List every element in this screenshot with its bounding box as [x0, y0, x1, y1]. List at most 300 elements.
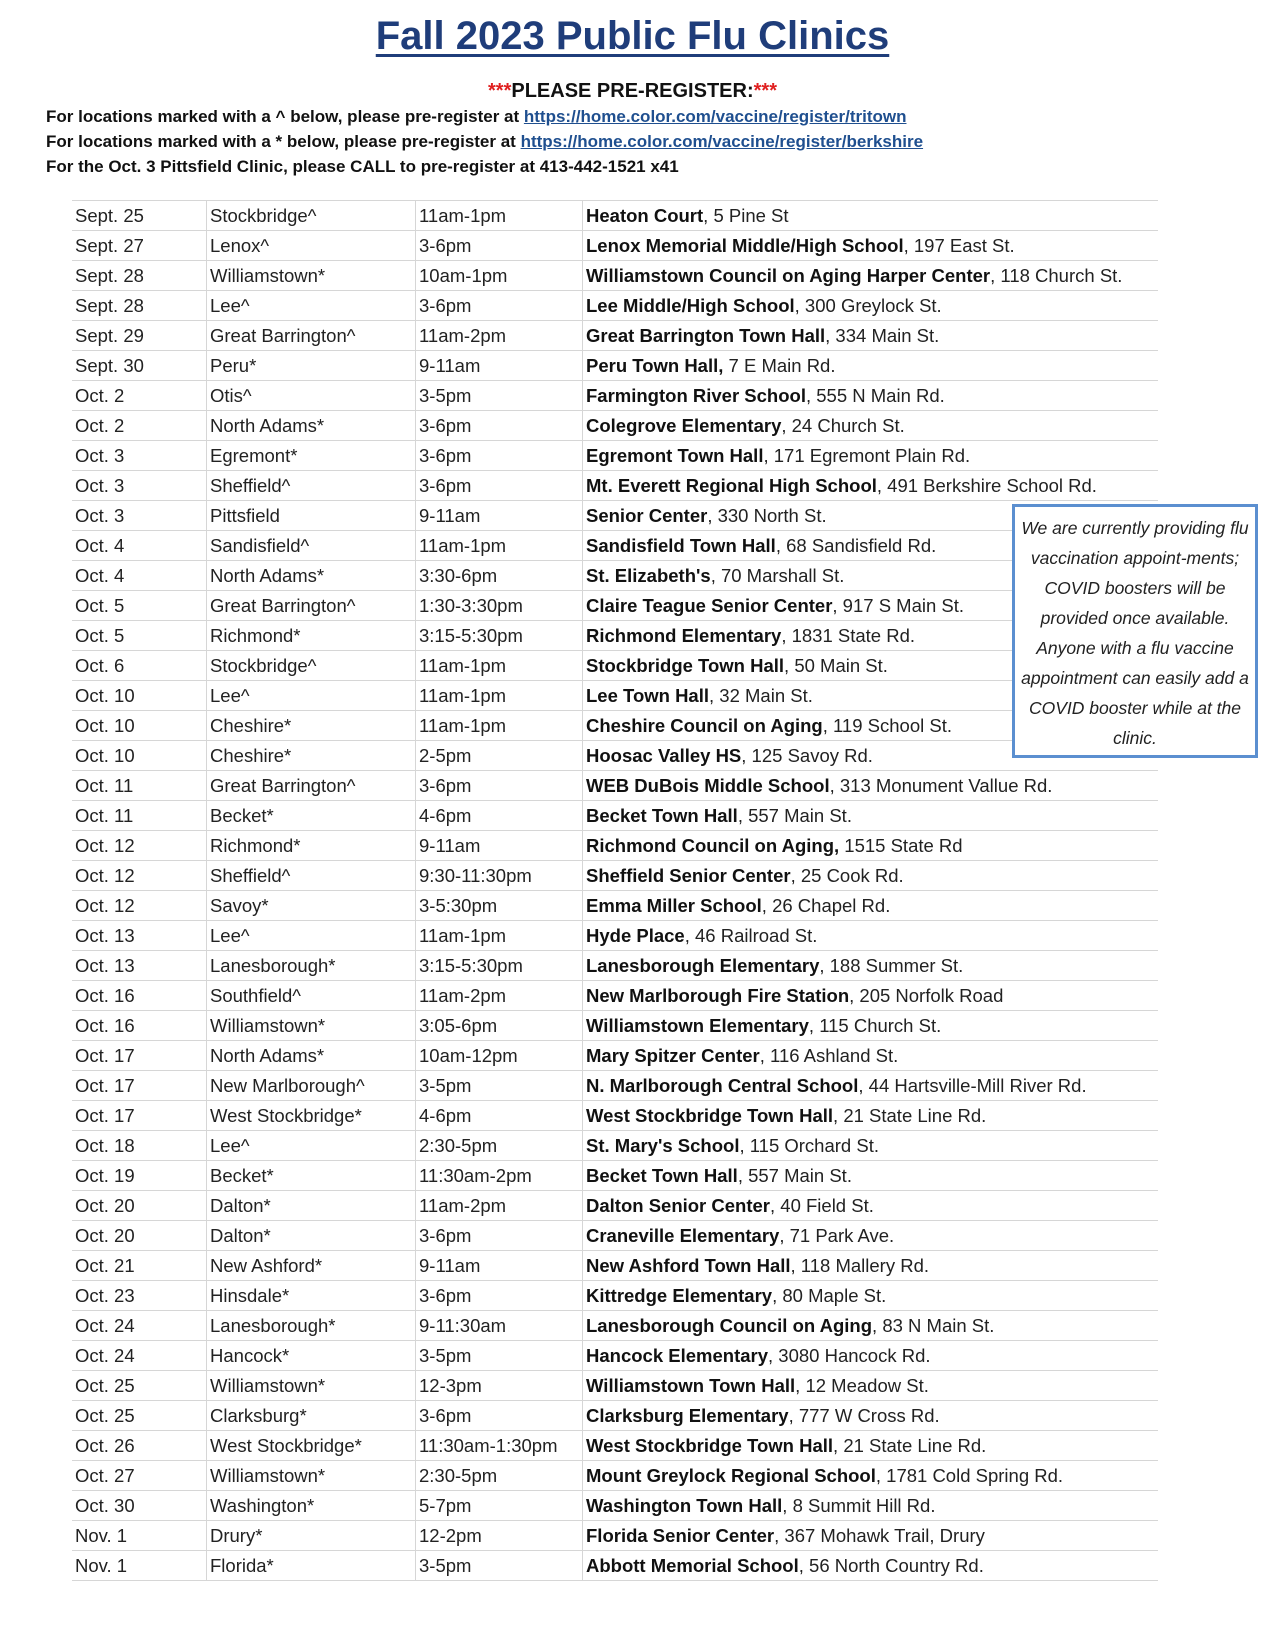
- town-cell: Becket*: [207, 801, 416, 831]
- date-cell: Oct. 27: [72, 1461, 207, 1491]
- time-cell: 1:30-3:30pm: [416, 591, 583, 621]
- location-cell: [583, 1431, 1159, 1461]
- town-cell: Florida*: [207, 1551, 416, 1581]
- location-cell: [583, 771, 1159, 801]
- time-cell: 11am-1pm: [416, 921, 583, 951]
- town-cell: North Adams*: [207, 1041, 416, 1071]
- table-row: [72, 651, 1158, 681]
- town-cell: Savoy*: [207, 891, 416, 921]
- table-row: [72, 1491, 1158, 1521]
- time-cell: 3:15-5:30pm: [416, 621, 583, 651]
- location-cell: [583, 831, 1159, 861]
- location-cell: [583, 1491, 1159, 1521]
- town-cell: Dalton*: [207, 1221, 416, 1251]
- venue-address: , 70 Marshall St.: [710, 564, 845, 586]
- date-cell: Oct. 5: [72, 621, 207, 651]
- town-cell: Lee^: [207, 681, 416, 711]
- venue-name: Williamstown Town Hall: [586, 1374, 796, 1396]
- town-cell: Sandisfield^: [207, 531, 416, 561]
- table-row: [72, 711, 1158, 741]
- town-cell: Williamstown*: [207, 261, 416, 291]
- time-cell: 3-6pm: [416, 1221, 583, 1251]
- table-row: [72, 1461, 1158, 1491]
- date-cell: Oct. 11: [72, 801, 207, 831]
- location-cell: [583, 321, 1159, 351]
- table-row: [72, 1401, 1158, 1431]
- table-row: [72, 531, 1158, 561]
- date-cell: Sept. 28: [72, 261, 207, 291]
- instruction-berkshire: For locations marked with a * below, please pre-register at https://home.color.com/vaccine/register/berkshire: [46, 132, 924, 151]
- venue-name: Becket Town Hall: [586, 1164, 738, 1186]
- date-cell: Oct. 21: [72, 1251, 207, 1281]
- page-title: Fall 2023 Public Flu Clinics: [375, 14, 890, 58]
- instruction-pittsfield: For the Oct. 3 Pittsfield Clinic, please CALL to pre-register at 413-442-1521 x41: [46, 157, 679, 176]
- time-cell: 11am-1pm: [416, 681, 583, 711]
- table-row: [72, 831, 1158, 861]
- date-cell: Oct. 4: [72, 561, 207, 591]
- date-cell: Oct. 11: [72, 771, 207, 801]
- venue-name: West Stockbridge Town Hall: [586, 1104, 834, 1126]
- location-cell: [583, 1101, 1159, 1131]
- time-cell: 3-5:30pm: [416, 891, 583, 921]
- date-cell: Sept. 29: [72, 321, 207, 351]
- table-row: [72, 681, 1158, 711]
- venue-address: , 118 Mallery Rd.: [790, 1254, 929, 1276]
- town-cell: Hancock*: [207, 1341, 416, 1371]
- venue-address: , 777 W Cross Rd.: [788, 1404, 940, 1426]
- town-cell: Hinsdale*: [207, 1281, 416, 1311]
- town-cell: Otis^: [207, 381, 416, 411]
- date-cell: Oct. 12: [72, 891, 207, 921]
- time-cell: 2-5pm: [416, 741, 583, 771]
- table-row: [72, 1311, 1158, 1341]
- town-cell: Lee^: [207, 1131, 416, 1161]
- town-cell: Great Barrington^: [207, 771, 416, 801]
- time-cell: 3-6pm: [416, 231, 583, 261]
- venue-name: Senior Center: [586, 504, 708, 526]
- town-cell: Great Barrington^: [207, 321, 416, 351]
- venue-name: Cheshire Council on Aging: [586, 714, 823, 736]
- venue-name: Mount Greylock Regional School: [586, 1464, 876, 1486]
- table-row: [72, 261, 1158, 291]
- venue-name: Sheffield Senior Center: [586, 864, 791, 886]
- venue-address: , 917 S Main St.: [832, 594, 965, 616]
- venue-name: Emma Miller School: [586, 894, 762, 916]
- time-cell: 3-6pm: [416, 1401, 583, 1431]
- time-cell: 3:30-6pm: [416, 561, 583, 591]
- location-cell: [583, 291, 1159, 321]
- table-row: [72, 1101, 1158, 1131]
- table-row: [72, 291, 1158, 321]
- venue-address: , 50 Main St.: [784, 654, 888, 676]
- date-cell: Oct. 26: [72, 1431, 207, 1461]
- location-cell: [583, 1161, 1159, 1191]
- time-cell: 5-7pm: [416, 1491, 583, 1521]
- date-cell: Sept. 25: [72, 201, 207, 231]
- venue-address: , 25 Cook Rd.: [790, 864, 904, 886]
- venue-address: , 119 School St.: [822, 714, 952, 736]
- venue-name: Stockbridge Town Hall: [586, 654, 785, 676]
- town-cell: Becket*: [207, 1161, 416, 1191]
- venue-address: , 555 N Main Rd.: [805, 384, 945, 406]
- venue-address: , 12 Meadow St.: [795, 1374, 929, 1396]
- location-cell: [583, 231, 1159, 261]
- town-cell: New Marlborough^: [207, 1071, 416, 1101]
- venue-name: Lee Town Hall: [586, 684, 710, 706]
- time-cell: 3-5pm: [416, 381, 583, 411]
- time-cell: 4-6pm: [416, 1101, 583, 1131]
- venue-name: Claire Teague Senior Center: [586, 594, 833, 616]
- table-row: [72, 231, 1158, 261]
- table-row: [72, 801, 1158, 831]
- town-cell: Stockbridge^: [207, 201, 416, 231]
- table-row: [72, 591, 1158, 621]
- table-row: [72, 1341, 1158, 1371]
- date-cell: Oct. 12: [72, 831, 207, 861]
- town-cell: Clarksburg*: [207, 1401, 416, 1431]
- location-cell: [583, 861, 1159, 891]
- date-cell: Oct. 10: [72, 711, 207, 741]
- location-cell: [583, 471, 1159, 501]
- location-cell: [583, 1131, 1159, 1161]
- table-row: [72, 1131, 1158, 1161]
- table-row: [72, 441, 1158, 471]
- time-cell: 9-11:30am: [416, 1311, 583, 1341]
- time-cell: 11am-2pm: [416, 1191, 583, 1221]
- venue-address: , 1831 State Rd.: [781, 624, 916, 646]
- time-cell: 4-6pm: [416, 801, 583, 831]
- location-cell: [583, 1461, 1159, 1491]
- town-cell: New Ashford*: [207, 1251, 416, 1281]
- time-cell: 12-3pm: [416, 1371, 583, 1401]
- date-cell: Nov. 1: [72, 1551, 207, 1581]
- location-cell: [583, 1281, 1159, 1311]
- town-cell: Lee^: [207, 921, 416, 951]
- venue-name: Colegrove Elementary: [586, 414, 782, 436]
- town-cell: Pittsfield: [207, 501, 416, 531]
- venue-name: Abbott Memorial School: [586, 1554, 799, 1576]
- date-cell: Oct. 24: [72, 1341, 207, 1371]
- table-row: [72, 1551, 1158, 1581]
- table-row: [72, 351, 1158, 381]
- table-row: [72, 861, 1158, 891]
- asterisks-right: ***: [753, 80, 777, 102]
- location-cell: [583, 1221, 1159, 1251]
- venue-address: , 367 Mohawk Trail, Drury: [774, 1524, 985, 1546]
- town-cell: Richmond*: [207, 831, 416, 861]
- time-cell: 3-6pm: [416, 441, 583, 471]
- clinic-schedule-table: [72, 200, 1158, 1581]
- town-cell: Williamstown*: [207, 1011, 416, 1041]
- venue-address: , 32 Main St.: [709, 684, 813, 706]
- venue-address: , 115 Orchard St.: [739, 1134, 879, 1156]
- date-cell: Oct. 4: [72, 531, 207, 561]
- time-cell: 3-6pm: [416, 291, 583, 321]
- date-cell: Nov. 1: [72, 1521, 207, 1551]
- instruction-tritown: For locations marked with a ^ below, please pre-register at https://home.color.com/vaccine/register/tritown: [46, 107, 907, 126]
- date-cell: Sept. 27: [72, 231, 207, 261]
- table-row: [72, 1431, 1158, 1461]
- location-cell: [583, 261, 1159, 291]
- location-cell: [583, 1551, 1159, 1581]
- date-cell: Oct. 13: [72, 951, 207, 981]
- time-cell: 3-6pm: [416, 471, 583, 501]
- location-cell: [583, 891, 1159, 921]
- venue-address: , 3080 Hancock Rd.: [768, 1344, 931, 1366]
- town-cell: Lee^: [207, 291, 416, 321]
- location-cell: [583, 1251, 1159, 1281]
- time-cell: 9-11am: [416, 351, 583, 381]
- venue-name: Kittredge Elementary: [586, 1284, 773, 1306]
- date-cell: Oct. 10: [72, 681, 207, 711]
- date-cell: Oct. 19: [72, 1161, 207, 1191]
- town-cell: Egremont*: [207, 441, 416, 471]
- table-row: [72, 321, 1158, 351]
- tritown-register-link[interactable]: https://home.color.com/vaccine/register/tritown: [523, 107, 907, 126]
- table-row: [72, 771, 1158, 801]
- date-cell: Oct. 24: [72, 1311, 207, 1341]
- location-cell: [583, 441, 1159, 471]
- time-cell: 3-5pm: [416, 1341, 583, 1371]
- date-cell: Oct. 16: [72, 981, 207, 1011]
- table-row: [72, 501, 1158, 531]
- time-cell: 11:30am-1:30pm: [416, 1431, 583, 1461]
- time-cell: 10am-1pm: [416, 261, 583, 291]
- venue-name: Richmond Elementary: [586, 624, 782, 646]
- time-cell: 3-5pm: [416, 1071, 583, 1101]
- table-row: [72, 1281, 1158, 1311]
- venue-name: Sandisfield Town Hall: [586, 534, 776, 556]
- town-cell: Drury*: [207, 1521, 416, 1551]
- venue-address: , 71 Park Ave.: [779, 1224, 895, 1246]
- date-cell: Oct. 17: [72, 1071, 207, 1101]
- town-cell: Cheshire*: [207, 741, 416, 771]
- location-cell: [583, 951, 1159, 981]
- location-cell: [583, 801, 1159, 831]
- location-cell: [583, 921, 1159, 951]
- venue-name: Lee Middle/High School: [586, 294, 795, 316]
- preregister-label: PLEASE PRE-REGISTER:: [511, 80, 754, 102]
- date-cell: Oct. 20: [72, 1221, 207, 1251]
- time-cell: 3-5pm: [416, 1551, 583, 1581]
- table-row: [72, 1221, 1158, 1251]
- time-cell: 2:30-5pm: [416, 1461, 583, 1491]
- date-cell: Oct. 25: [72, 1371, 207, 1401]
- date-cell: Oct. 2: [72, 411, 207, 441]
- venue-name: Hancock Elementary: [586, 1344, 769, 1366]
- asterisks-left: ***: [488, 80, 512, 102]
- time-cell: 9-11am: [416, 501, 583, 531]
- venue-name: St. Mary's School: [586, 1134, 740, 1156]
- date-cell: Oct. 2: [72, 381, 207, 411]
- venue-address: , 21 State Line Rd.: [833, 1104, 987, 1126]
- berkshire-register-link[interactable]: https://home.color.com/vaccine/register/berkshire: [520, 132, 924, 151]
- venue-name: Becket Town Hall: [586, 804, 738, 826]
- time-cell: 9:30-11:30pm: [416, 861, 583, 891]
- venue-name: Egremont Town Hall: [586, 444, 764, 466]
- venue-address: , 557 Main St.: [737, 804, 852, 826]
- table-row: [72, 1011, 1158, 1041]
- time-cell: 11:30am-2pm: [416, 1161, 583, 1191]
- venue-name: Lanesborough Council on Aging: [586, 1314, 873, 1336]
- date-cell: Oct. 20: [72, 1191, 207, 1221]
- table-row: [72, 621, 1158, 651]
- time-cell: 10am-12pm: [416, 1041, 583, 1071]
- table-row: [72, 1191, 1158, 1221]
- table-row: [72, 951, 1158, 981]
- date-cell: Oct. 10: [72, 741, 207, 771]
- venue-name: Florida Senior Center: [586, 1524, 775, 1546]
- table-row: [72, 1251, 1158, 1281]
- time-cell: 9-11am: [416, 1251, 583, 1281]
- town-cell: Lanesborough*: [207, 1311, 416, 1341]
- location-cell: [583, 411, 1159, 441]
- table-row: [72, 471, 1158, 501]
- time-cell: 3-6pm: [416, 1281, 583, 1311]
- venue-address: , 24 Church St.: [781, 414, 905, 436]
- table-row: [72, 1071, 1158, 1101]
- venue-address: , 21 State Line Rd.: [833, 1434, 987, 1456]
- time-cell: 3-6pm: [416, 411, 583, 441]
- venue-name: Heaton Court: [586, 204, 704, 226]
- venue-address: , 171 Egremont Plain Rd.: [763, 444, 971, 466]
- venue-address: , 300 Greylock St.: [794, 294, 942, 316]
- venue-address: , 80 Maple St.: [772, 1284, 887, 1306]
- venue-name: WEB DuBois Middle School: [586, 774, 830, 796]
- venue-address: 7 E Main Rd.: [723, 354, 836, 376]
- town-cell: Williamstown*: [207, 1371, 416, 1401]
- table-row: [72, 981, 1158, 1011]
- venue-name: New Ashford Town Hall: [586, 1254, 791, 1276]
- preregister-heading: [0, 80, 1265, 103]
- venue-address: , 5 Pine St: [703, 204, 789, 226]
- time-cell: 11am-2pm: [416, 321, 583, 351]
- location-cell: [583, 1041, 1159, 1071]
- town-cell: Sheffield^: [207, 861, 416, 891]
- date-cell: Oct. 17: [72, 1041, 207, 1071]
- date-cell: Oct. 12: [72, 861, 207, 891]
- venue-address: , 8 Summit Hill Rd.: [782, 1494, 936, 1516]
- venue-name: Hyde Place: [586, 924, 685, 946]
- time-cell: 3:05-6pm: [416, 1011, 583, 1041]
- venue-name: New Marlborough Fire Station: [586, 984, 850, 1006]
- town-cell: Lenox^: [207, 231, 416, 261]
- table-row: [72, 201, 1158, 231]
- venue-name: N. Marlborough Central School: [586, 1074, 859, 1096]
- location-cell: [583, 381, 1159, 411]
- table-row: [72, 891, 1158, 921]
- date-cell: Sept. 30: [72, 351, 207, 381]
- venue-address: , 1781 Cold Spring Rd.: [875, 1464, 1064, 1486]
- venue-address: , 44 Hartsville-Mill River Rd.: [858, 1074, 1087, 1096]
- table-row: [72, 921, 1158, 951]
- town-cell: Richmond*: [207, 621, 416, 651]
- town-cell: Sheffield^: [207, 471, 416, 501]
- time-cell: 11am-1pm: [416, 651, 583, 681]
- clinic-schedule-body: [72, 201, 1158, 1581]
- venue-address: , 116 Ashland St.: [759, 1044, 899, 1066]
- date-cell: Oct. 5: [72, 591, 207, 621]
- location-cell: [583, 1191, 1159, 1221]
- venue-address: , 330 North St.: [707, 504, 827, 526]
- venue-address: , 83 N Main St.: [872, 1314, 995, 1336]
- venue-name: Clarksburg Elementary: [586, 1404, 789, 1426]
- table-row: [72, 561, 1158, 591]
- venue-address: , 68 Sandisfield Rd.: [775, 534, 937, 556]
- town-cell: Stockbridge^: [207, 651, 416, 681]
- table-row: [72, 1371, 1158, 1401]
- venue-name: Dalton Senior Center: [586, 1194, 770, 1216]
- venue-address: , 491 Berkshire School Rd.: [876, 474, 1097, 496]
- venue-name: Farmington River School: [586, 384, 806, 406]
- town-cell: Cheshire*: [207, 711, 416, 741]
- time-cell: 2:30-5pm: [416, 1131, 583, 1161]
- date-cell: Oct. 3: [72, 501, 207, 531]
- town-cell: North Adams*: [207, 411, 416, 441]
- venue-address: , 26 Chapel Rd.: [761, 894, 891, 916]
- time-cell: 12-2pm: [416, 1521, 583, 1551]
- location-cell: [583, 1371, 1159, 1401]
- venue-name: Peru Town Hall,: [586, 354, 724, 376]
- date-cell: Oct. 16: [72, 1011, 207, 1041]
- venue-name: Richmond Council on Aging,: [586, 834, 840, 856]
- venue-address: 1515 State Rd: [839, 834, 963, 856]
- venue-name: Great Barrington Town Hall: [586, 324, 826, 346]
- time-cell: 11am-2pm: [416, 981, 583, 1011]
- town-cell: Great Barrington^: [207, 591, 416, 621]
- location-cell: [583, 1011, 1159, 1041]
- venue-name: Williamstown Elementary: [586, 1014, 809, 1036]
- time-cell: 11am-1pm: [416, 201, 583, 231]
- venue-name: Williamstown Council on Aging Harper Center: [586, 264, 991, 286]
- town-cell: Washington*: [207, 1491, 416, 1521]
- table-row: [72, 411, 1158, 441]
- time-cell: 3-6pm: [416, 771, 583, 801]
- town-cell: Lanesborough*: [207, 951, 416, 981]
- location-cell: [583, 1401, 1159, 1431]
- venue-name: Craneville Elementary: [586, 1224, 780, 1246]
- date-cell: Oct. 6: [72, 651, 207, 681]
- venue-address: , 205 Norfolk Road: [849, 984, 1004, 1006]
- venue-name: Mary Spitzer Center: [586, 1044, 760, 1066]
- town-cell: Williamstown*: [207, 1461, 416, 1491]
- venue-name: Mt. Everett Regional High School: [586, 474, 877, 496]
- date-cell: Oct. 25: [72, 1401, 207, 1431]
- venue-address: , 334 Main St.: [825, 324, 940, 346]
- time-cell: 9-11am: [416, 831, 583, 861]
- town-cell: North Adams*: [207, 561, 416, 591]
- venue-address: , 557 Main St.: [737, 1164, 852, 1186]
- table-row: [72, 1521, 1158, 1551]
- venue-name: Washington Town Hall: [586, 1494, 783, 1516]
- time-cell: 3:15-5:30pm: [416, 951, 583, 981]
- venue-name: St. Elizabeth's: [586, 564, 711, 586]
- venue-address: , 46 Railroad St.: [684, 924, 818, 946]
- location-cell: [583, 1311, 1159, 1341]
- town-cell: West Stockbridge*: [207, 1431, 416, 1461]
- location-cell: [583, 1341, 1159, 1371]
- venue-address: , 188 Summer St.: [819, 954, 964, 976]
- venue-name: Hoosac Valley HS: [586, 744, 742, 766]
- town-cell: Dalton*: [207, 1191, 416, 1221]
- town-cell: West Stockbridge*: [207, 1101, 416, 1131]
- location-cell: [583, 1071, 1159, 1101]
- venue-name: West Stockbridge Town Hall: [586, 1434, 834, 1456]
- venue-name: Lenox Memorial Middle/High School: [586, 234, 904, 256]
- date-cell: Sept. 28: [72, 291, 207, 321]
- time-cell: 11am-1pm: [416, 711, 583, 741]
- location-cell: [583, 351, 1159, 381]
